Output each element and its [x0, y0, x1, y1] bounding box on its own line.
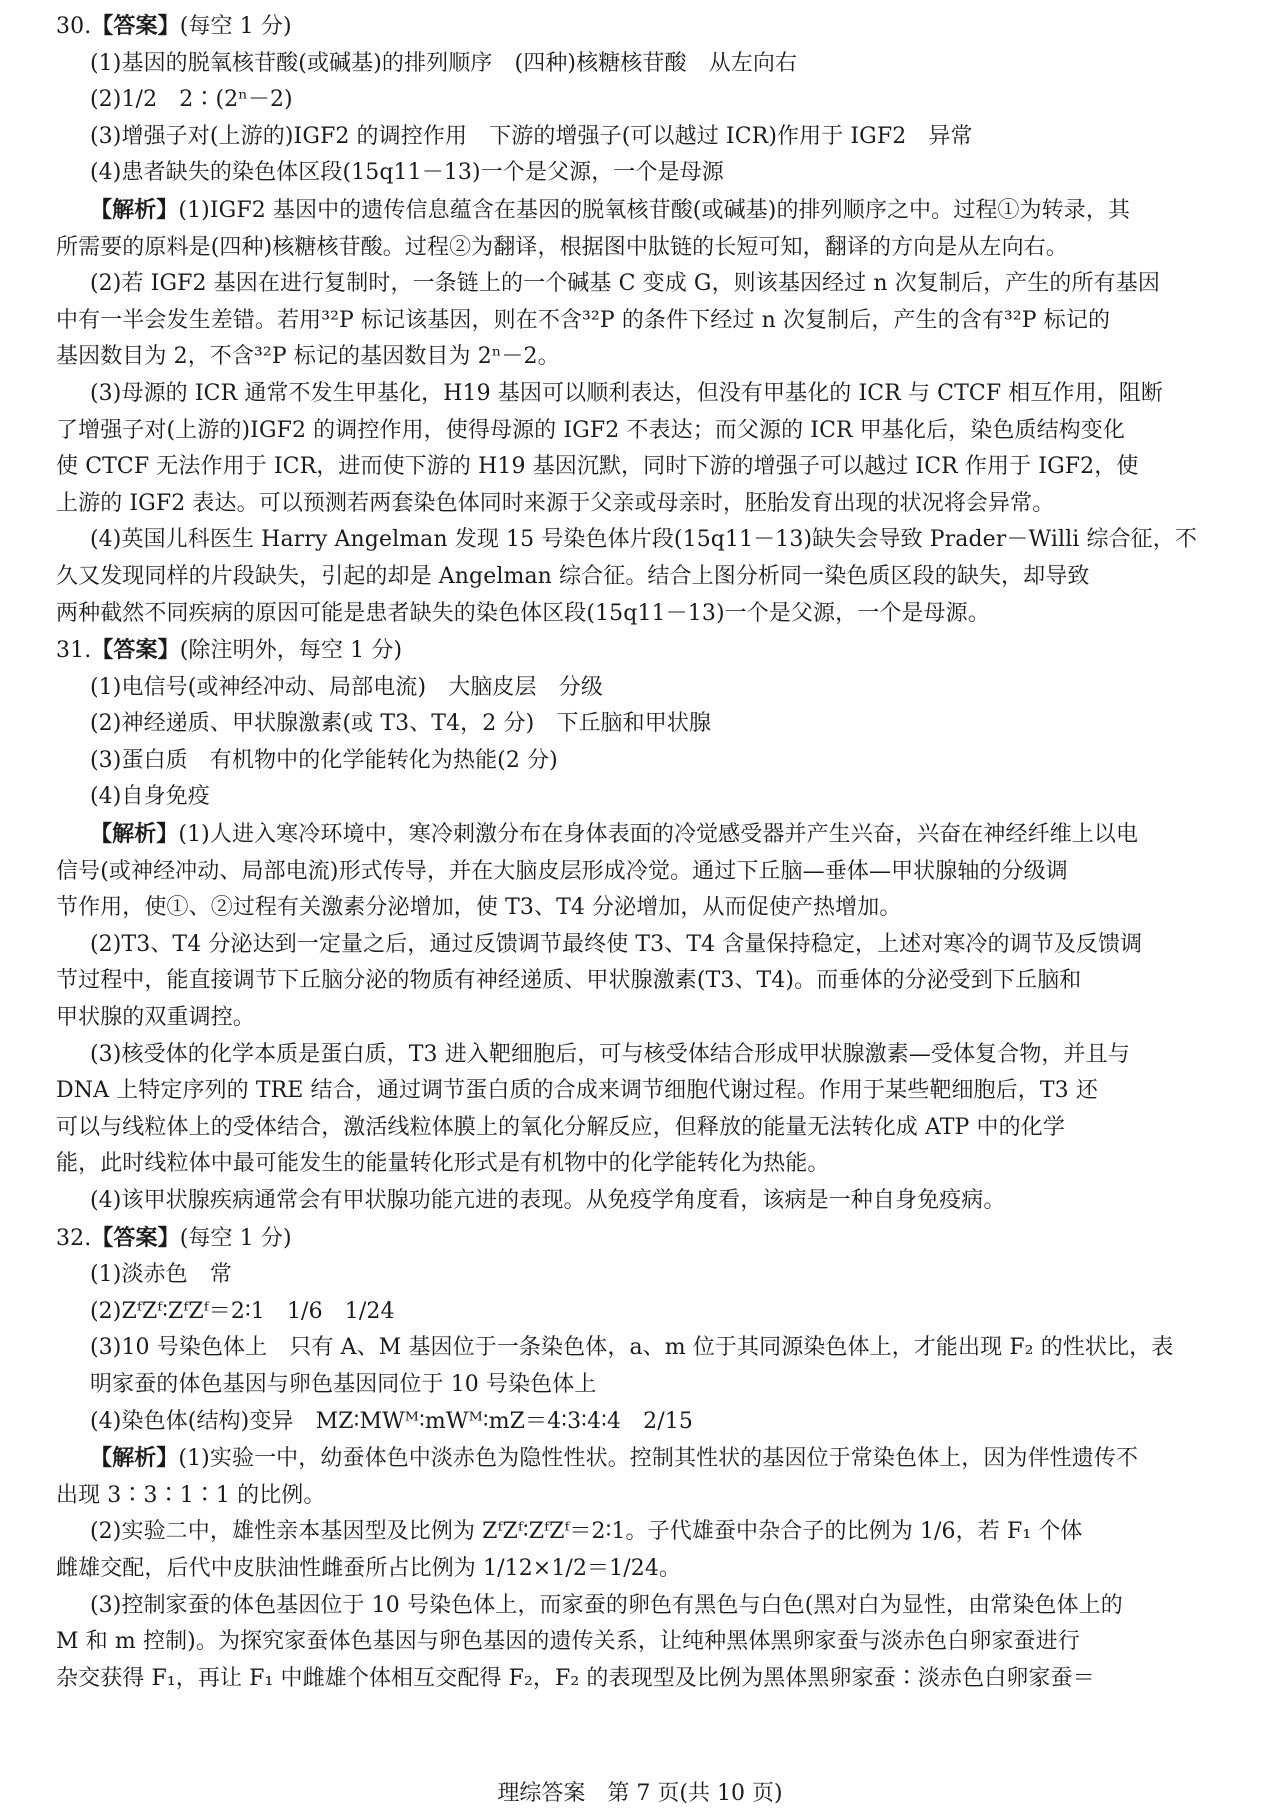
analysis-line: 使 CTCF 无法作用于 ICR，进而使下游的 H19 基因沉默，同时下游的增强子可以越过 ICR 作用于 IGF2，使	[56, 454, 1139, 480]
answer-tag: 【答案】	[91, 13, 180, 39]
answer-tag: 【答案】	[91, 1224, 180, 1251]
answer-line: (1)淡赤色 常	[90, 1262, 232, 1288]
answer-line: (2)神经递质、甲状腺激素(或 T3、T4，2 分) 下丘脑和甲状腺	[90, 711, 712, 737]
analysis-line: 甲状腺的双重调控。	[56, 1005, 255, 1031]
analysis-line	[56, 816, 1226, 854]
analysis-line: (2)T3、T4 分泌达到一定量之后，通过反馈调节最终使 T3、T4 含量保持稳定，上述对寒冷的调节及反馈调	[90, 931, 1143, 957]
analysis-line: 两种截然不同疾病的原因可能是患者缺失的染色体区段(15q11－13)一个是父源，一个是母源。	[56, 600, 990, 626]
page-footer: 理综答案 第 7 页(共 10 页)	[497, 1781, 783, 1806]
analysis-line: 节作用，使①、②过程有关激素分泌增加，使 T3、T4 分泌增加，从而促使产热增加。	[56, 895, 902, 921]
analysis-line: (3)控制家蚕的体色基因位于 10 号染色体上，而家蚕的卵色有黑色与白色(黑对白为显性，由常染色体上的	[90, 1592, 1123, 1618]
analysis-line: 出现 3∶3∶1∶1 的比例。	[56, 1482, 326, 1508]
analysis-line	[56, 192, 1226, 230]
q31-answer-header	[56, 632, 1226, 670]
answer-line: (1)电信号(或神经冲动、局部电流) 大脑皮层 分级	[90, 674, 603, 700]
analysis-line: 可以与线粒体上的受体结合，激活线粒体膜上的氧化分解反应，但释放的能量无法转化成 ATP 中的化学	[56, 1114, 1065, 1140]
answer-page	[56, 8, 1226, 1697]
analysis-line: 所需要的原料是(四种)核糖核苷酸。过程②为翻译，根据图中肽链的长短可知，翻译的方向是从左向右。	[56, 234, 1068, 260]
analysis-tag: 【解析】	[90, 821, 179, 848]
answer-line: (2)ZᶠZᶠ∶ZᶠZᶠ＝2∶1 1/6 1/24	[90, 1298, 395, 1324]
score-note: (每空 1 分)	[179, 1225, 292, 1251]
question-number: 31.	[56, 638, 92, 664]
analysis-line: (3)核受体的化学本质是蛋白质，T3 进入靶细胞后，可与核受体结合形成甲状腺激素—受体复合物，并且与	[90, 1041, 1130, 1067]
analysis-line: 久又发现同样的片段缺失，引起的却是 Angelman 综合征。结合上图分析同一染色质区段的缺失，却导致	[56, 563, 1090, 589]
answer-line: (4)自身免疫	[90, 784, 210, 810]
analysis-line: 中有一半会发生差错。若用³²P 标记该基因，则在不含³²P 的条件下经过 n 次复制后，产生的含有³²P 标记的	[56, 307, 1111, 333]
answer-line: (4)患者缺失的染色体区段(15q11－13)一个是父源，一个是母源	[90, 160, 724, 186]
q30-answer-header	[56, 8, 1226, 46]
analysis-line: 了增强子对(上游的)IGF2 的调控作用，使得母源的 IGF2 不表达；而父源的 ICR 甲基化后，染色质结构变化	[56, 417, 1125, 443]
analysis-line: (4)该甲状腺疾病通常会有甲状腺功能亢进的表现。从免疫学角度看，该病是一种自身免疫病。	[90, 1188, 1006, 1213]
score-note: (每空 1 分)	[179, 14, 292, 39]
answer-line: (2)1/2 2∶(2ⁿ－2)	[90, 87, 293, 113]
analysis-line: 雌雄交配，后代中皮肤油性雌蚕所占比例为 1/12×1/2＝1/24。	[56, 1555, 682, 1581]
analysis-line: 杂交获得 F₁，再让 F₁ 中雌雄个体相互交配得 F₂，F₂ 的表现型及比例为黑体黑卵家蚕∶淡赤色白卵家蚕＝	[56, 1665, 1095, 1691]
score-note: (除注明外，每空 1 分)	[179, 638, 403, 664]
analysis-line: (3)母源的 ICR 通常不发生甲基化，H19 基因可以顺利表达，但没有甲基化的 ICR 与 CTCF 相互作用，阻断	[90, 380, 1163, 406]
question-number: 32.	[56, 1225, 92, 1251]
q32-answer-header	[56, 1220, 1226, 1258]
analysis-line: 能，此时线粒体中最可能发生的能量转化形式是有机物中的化学能转化为热能。	[56, 1151, 830, 1177]
analysis-text: (1)人进入寒冷环境中，寒冷刺激分布在身体表面的冷觉感受器并产生兴奋，兴奋在神经纤维上以电	[178, 822, 1139, 848]
analysis-line: M 和 m 控制)。为探究家蚕体色基因与卵色基因的遗传关系，让纯种黑体黑卵家蚕与淡赤色白卵家蚕进行	[56, 1629, 1080, 1655]
answer-line: (3)蛋白质 有机物中的化学能转化为热能(2 分)	[90, 747, 558, 773]
analysis-text: (1)实验一中，幼蚕体色中淡赤色为隐性性状。控制其性状的基因位于常染色体上，因为伴性遗传不	[178, 1446, 1139, 1472]
answer-line: (3)增强子对(上游的)IGF2 的调控作用 下游的增强子(可以越过 ICR)作用于 IGF2 异常	[90, 123, 973, 149]
analysis-tag: 【解析】	[90, 196, 179, 223]
analysis-line: 节过程中，能直接调节下丘脑分泌的物质有神经递质、甲状腺激素(T3、T4)。而垂体的分泌受到下丘脑和	[56, 968, 1082, 994]
analysis-tag: 【解析】	[90, 1445, 179, 1472]
answer-line: (4)染色体(结构)变异 MZ∶MWᴹ∶mWᴹ∶mZ＝4∶3∶4∶4 2/15	[90, 1408, 693, 1434]
question-number: 30.	[56, 14, 92, 39]
analysis-line: 上游的 IGF2 表达。可以预测若两套染色体同时来源于父亲或母亲时，胚胎发育出现的状况将会异常。	[56, 490, 1055, 516]
analysis-line	[56, 1440, 1226, 1478]
analysis-text: (1)IGF2 基因中的遗传信息蕴含在基因的脱氧核苷酸(或碱基)的排列顺序之中。过程①为转录，其	[178, 197, 1131, 223]
analysis-line: (2)若 IGF2 基因在进行复制时，一条链上的一个碱基 C 变成 G，则该基因经过 n 次复制后，产生的所有基因	[90, 271, 1160, 297]
answer-line: (1)基因的脱氧核苷酸(或碱基)的排列顺序 (四种)核糖核苷酸 从左向右	[90, 50, 798, 76]
analysis-line: (2)实验二中，雄性亲本基因型及比例为 ZᶠZᶠ∶ZᶠZᶠ＝2∶1。子代雄蚕中杂合子的比例为 1/6，若 F₁ 个体	[90, 1519, 1083, 1545]
analysis-line: 基因数目为 2，不含³²P 标记的基因数目为 2ⁿ－2。	[56, 344, 560, 370]
analysis-line: (4)英国儿科医生 Harry Angelman 发现 15 号染色体片段(15q11－13)缺失会导致 Prader－Willi 综合征，不	[90, 527, 1197, 553]
answer-line: (3)10 号染色体上 只有 A、M 基因位于一条染色体，a、m 位于其同源染色体上，才能出现 F₂ 的性状比，表	[90, 1335, 1174, 1361]
analysis-line: 信号(或神经冲动、局部电流)形式传导，并在大脑皮层形成冷觉。通过下丘脑—垂体—甲状腺轴的分级调	[56, 858, 1068, 884]
answer-line: 明家蚕的体色基因与卵色基因同位于 10 号染色体上	[90, 1371, 597, 1397]
analysis-line: DNA 上特定序列的 TRE 结合，通过调节蛋白质的合成来调节细胞代谢过程。作用于某些靶细胞后，T3 还	[56, 1078, 1098, 1104]
answer-tag: 【答案】	[91, 637, 180, 664]
